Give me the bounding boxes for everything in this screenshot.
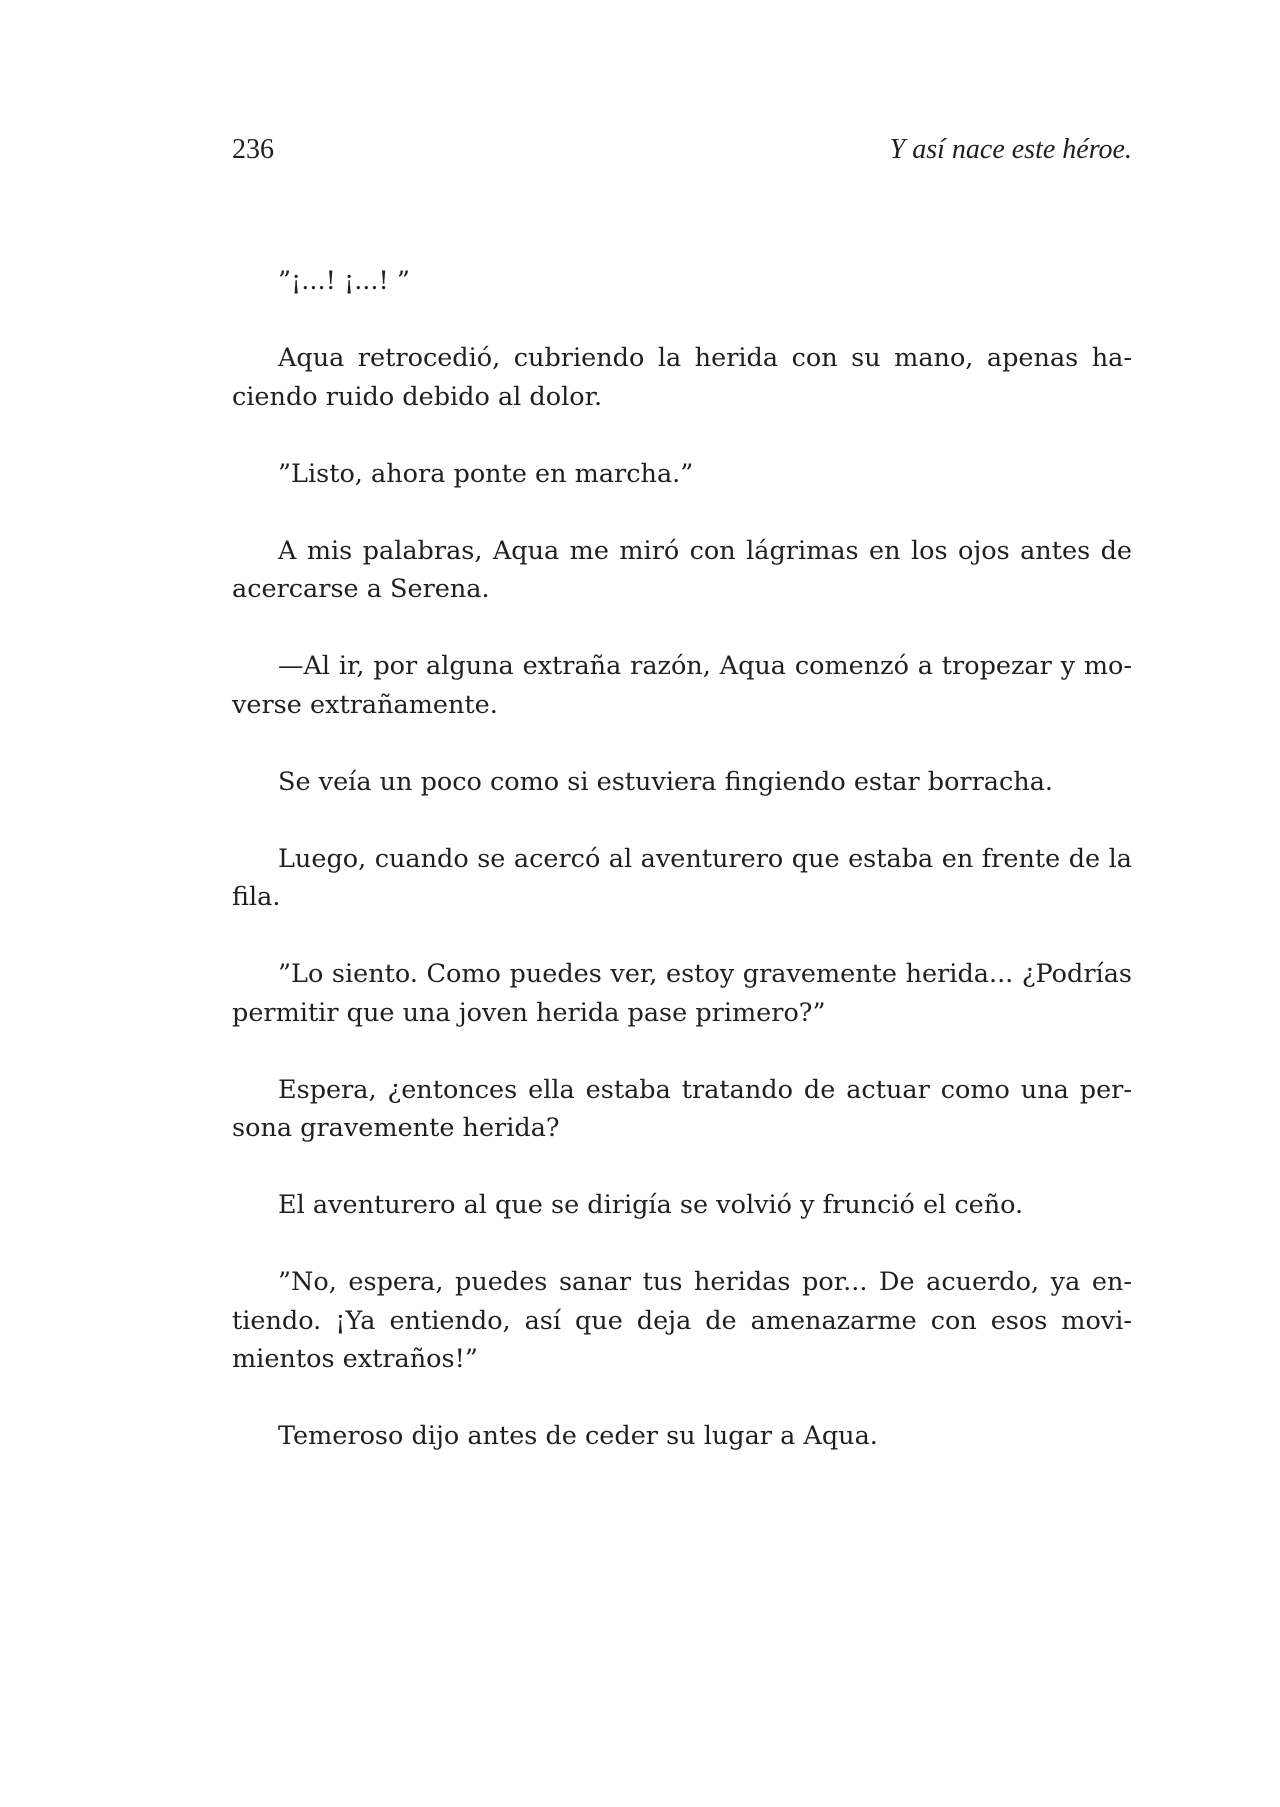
page-number: 236 <box>232 134 274 165</box>
running-title: Y así nace este héroe. <box>889 134 1132 165</box>
paragraph: ”No, espera, puedes sanar tus heridas por... De acuerdo, ya entiendo. ¡Ya entiendo, así que deja de amenazarme con esos movimientos extraños!” <box>232 1267 1132 1374</box>
paragraph: El aventurero al que se dirigía se volvió y frunció el ceño. <box>278 1190 1024 1220</box>
paragraph: A mis palabras, Aqua me miró con lágrimas en los ojos antes de acercarse a Serena. <box>232 535 1132 604</box>
paragraph: Temeroso dijo antes de ceder su lugar a Aqua. <box>278 1421 878 1451</box>
paragraph: —Al ir, por alguna extraña razón, Aqua comenzó a tropezar y moverse extrañamente. <box>232 651 1132 720</box>
paragraph: Se veía un poco como si estuviera fingiendo estar borracha. <box>278 766 1054 797</box>
body-text <box>232 262 1132 1456</box>
paragraph: Luego, cuando se acercó al aventurero que estaba en frente de la fila. <box>232 843 1132 912</box>
paragraph: Aqua retrocedió, cubriendo la herida con su mano, apenas haciendo ruido debido al dolor. <box>232 343 1132 412</box>
paragraph: Espera, ¿entonces ella estaba tratando de actuar como una persona gravemente herida? <box>232 1074 1132 1143</box>
paragraph: ”Listo, ahora ponte en marcha.” <box>278 458 694 489</box>
paragraph: ”¡...! ¡...! ” <box>278 266 410 296</box>
page-header <box>232 130 1132 170</box>
paragraph: ”Lo siento. Como puedes ver, estoy gravemente herida... ¿Podrías permitir que una joven herida pase primero?” <box>232 959 1132 1028</box>
